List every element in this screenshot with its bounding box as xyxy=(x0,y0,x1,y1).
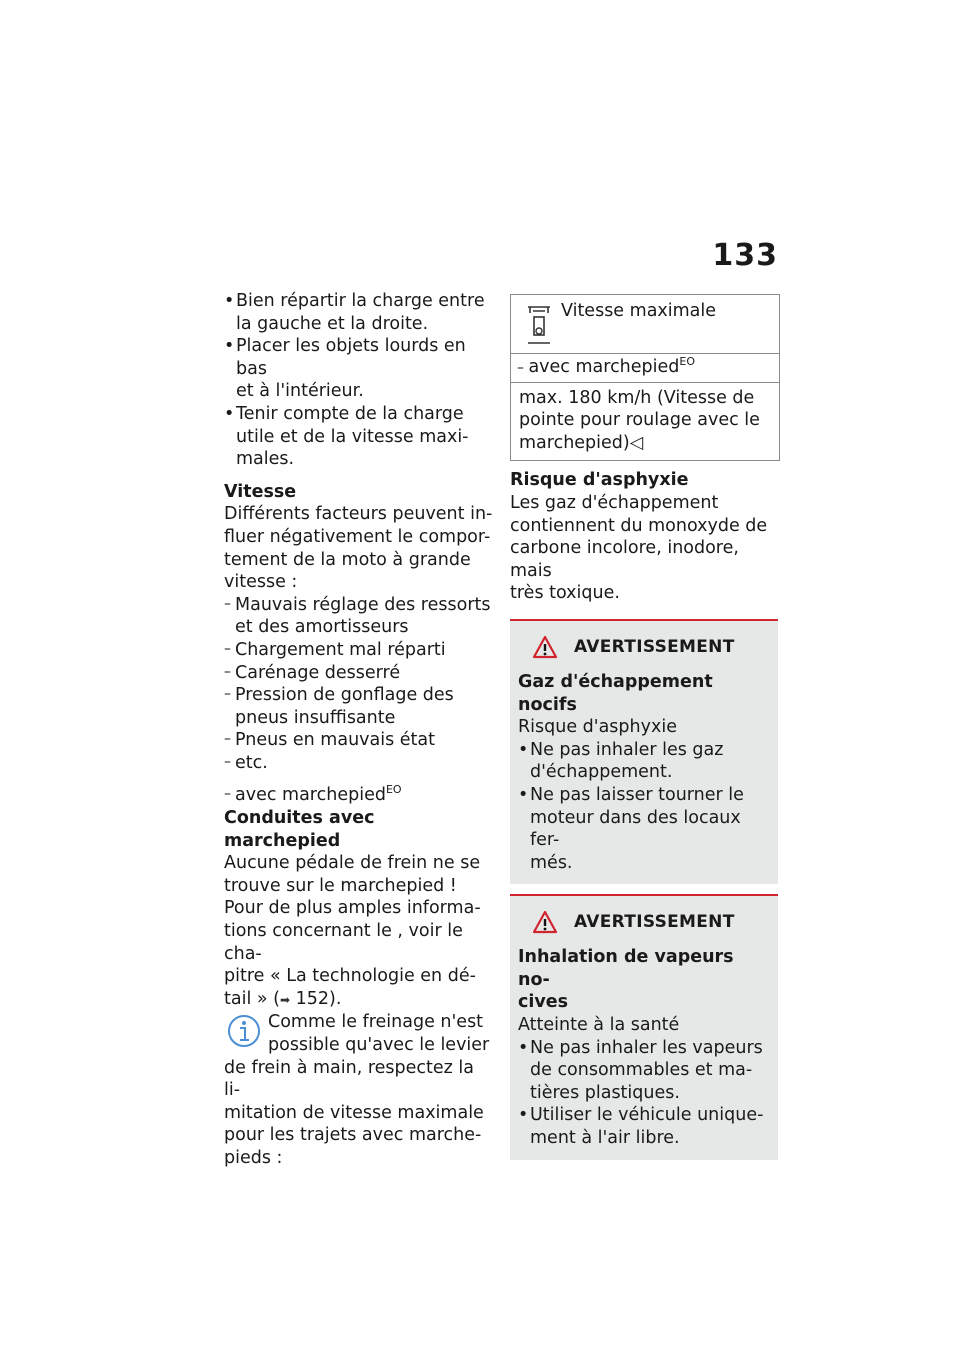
paragraph: Différents facteurs peuvent in- fluer négativement le compor- tement de la moto à grande vitesse : xyxy=(224,504,493,593)
bullet-icon: • xyxy=(224,291,235,311)
list-item: – Mauvais réglage des ressorts et des amortisseurs xyxy=(224,594,491,638)
warning-label: AVERTISSEMENT xyxy=(574,636,735,657)
warning-triangle-icon xyxy=(532,910,558,934)
option-code: EO xyxy=(385,783,402,797)
list-item: • Ne pas inhaler les vapeurs de consommables et ma- tières plastiques. xyxy=(518,1037,763,1103)
list-item: • Utiliser le véhicule unique- ment à l'air libre. xyxy=(518,1105,764,1149)
warning-box xyxy=(510,894,778,1159)
page-number: 133 xyxy=(712,238,778,273)
page-reference[interactable]: tail » (➡ 152). xyxy=(224,988,342,1009)
list-item: • Bien répartir la charge entre la gauche et la droite. xyxy=(224,291,485,334)
info-note: Comme le freinage n'est possible qu'avec le levier de frein à main, respectez la li- mitation de vitesse maximale pour les trajets avec marche- pieds : xyxy=(224,1012,490,1168)
right-column xyxy=(510,294,780,1160)
section-heading: Conduites avec marchepied xyxy=(224,808,375,851)
spec-table-title: Vitesse maximale xyxy=(561,301,717,321)
warning-triangle-icon xyxy=(532,635,558,659)
spec-table xyxy=(510,294,780,461)
left-column xyxy=(224,290,494,1170)
bullet-icon: • xyxy=(224,336,235,357)
list-item: – Pneus en mauvais état xyxy=(224,730,435,751)
warning-subtitle: Risque d'asphyxie xyxy=(518,717,677,738)
option-label: – avec marchepied$^{EO}$ xyxy=(224,783,402,806)
arrow-right-icon: ➡ xyxy=(279,992,291,1007)
bullet-icon: • xyxy=(224,403,235,424)
factors-list xyxy=(224,594,494,775)
warning-title: Inhalation de vapeurs no- cives xyxy=(518,947,734,1013)
load-tips-list xyxy=(224,290,494,471)
warning-label: AVERTISSEMENT xyxy=(574,911,735,932)
list-item: – Pression de gonflage des pneus insuffisante xyxy=(224,685,454,728)
spec-table-header xyxy=(511,295,779,354)
list-item: • Ne pas inhaler les gaz d'échappement. xyxy=(518,739,724,783)
section-heading: Vitesse xyxy=(224,481,297,502)
list-item: • Placer les objets lourds en bas et à l'intérieur. xyxy=(224,336,466,402)
list-item: – etc. xyxy=(224,752,268,773)
spec-table-option: – avec marchepied$^{EO}$ xyxy=(511,354,779,383)
list-item: • Ne pas laisser tourner le moteur dans des locaux fer- més. xyxy=(518,784,744,873)
list-item: • Tenir compte de la charge utile et de la vitesse maxi- males. xyxy=(224,403,469,470)
spec-table-value: max. 180 km/h (Vitesse de pointe pour roulage avec le marchepied)◁ xyxy=(519,387,760,453)
section-heading: Risque d'asphyxie xyxy=(510,470,689,491)
warning-box xyxy=(510,619,778,884)
paragraph: Aucune pédale de frein ne se trouve sur le marchepied ! Pour de plus amples informa- tions concernant le , voir le cha- pitre « La technologie en dé- tail » (➡ 152). xyxy=(224,852,494,1011)
warning-title: Gaz d'échappement nocifs xyxy=(518,671,713,715)
paragraph: Les gaz d'échappement contiennent du monoxyde de carbone incolore, inodore, mais très toxique. xyxy=(510,492,768,604)
speedometer-limit-icon xyxy=(525,303,553,345)
warning-subtitle: Atteinte à la santé xyxy=(518,1015,680,1036)
info-icon xyxy=(226,1013,262,1049)
list-item: – Carénage desserré xyxy=(224,662,401,683)
list-item: – Chargement mal réparti xyxy=(224,639,446,660)
